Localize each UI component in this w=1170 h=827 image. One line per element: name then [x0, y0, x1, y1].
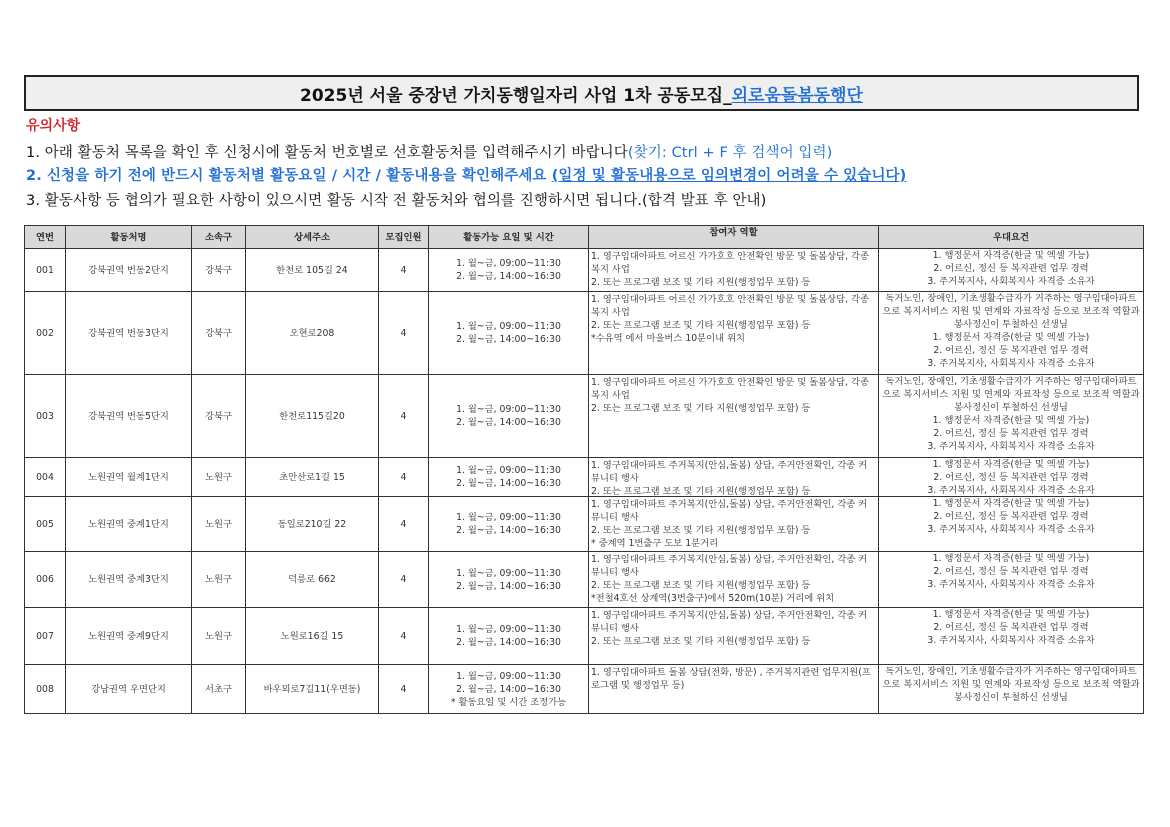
- preference-cell-line: 1. 행정문서 자격증(한글 및 엑셀 가능): [932, 250, 1090, 261]
- preference-cell: [879, 375, 1144, 458]
- table-header-row: [25, 226, 1144, 249]
- preference-cell-line: 2. 어르신, 정신 등 복지관련 업무 경력: [933, 428, 1089, 439]
- preference-cell-line: 1. 행정문서 자격증(한글 및 엑셀 가능): [932, 553, 1090, 564]
- recruit-count: 4: [379, 665, 429, 714]
- site-no: 002: [25, 292, 66, 375]
- site-name: 노원권역 월계1단지: [66, 458, 192, 497]
- role-cell-line: *전철4호선 상계역(3번출구)에서 520m(10분) 거리에 위치: [591, 593, 835, 604]
- preference-cell-line: 3. 주거복지사, 사회복지사 자격증 소유자: [927, 635, 1095, 646]
- preference-cell-line: 독거노인, 장애인, 기초생활수급자가 거주하는 영구임대아파트으로 복지서비스 지원 및 연계와 자료작성 등으로 보조적 역할과 봉사정신이 투철하신 선생님: [882, 376, 1140, 413]
- header-count: 모집인원: [379, 226, 429, 249]
- site-name: 노원권역 중계9단지: [66, 608, 192, 665]
- header-preference: 우대요건: [879, 226, 1144, 249]
- table-row: [25, 552, 1144, 608]
- preference-cell-line: 1. 행정문서 자격증(한글 및 엑셀 가능): [932, 609, 1090, 620]
- role-cell-line: 1. 영구임대아파트 주거복지(안심,돌봄) 상담, 주거안전확인, 각종 커뮤니티 행사: [591, 460, 868, 484]
- notice-item-2-text: 2. 신청을 하기 전에 반드시 활동처별 활동요일 / 시간 / 활동내용을 확인해주세요: [26, 168, 552, 184]
- role-cell-line: 2. 또는 프로그램 보조 및 기타 지원(행정업무 포함) 등: [591, 403, 811, 414]
- table-row: [25, 665, 1144, 714]
- site-district: 노원구: [192, 608, 246, 665]
- role-cell: [589, 497, 879, 552]
- site-address: 초안산로1길 15: [246, 458, 379, 497]
- schedule-cell-line: 2. 월~금, 14:00~16:30: [456, 271, 561, 282]
- role-cell-line: * 중계역 1번출구 도보 1분거리: [591, 538, 719, 549]
- preference-cell-line: 3. 주거복지사, 사회복지사 자격증 소유자: [927, 441, 1095, 452]
- site-address: 동일로210길 22: [246, 497, 379, 552]
- role-cell-line: 1. 영구임대아파트 어르신 가가호호 안전확인 방문 및 돌봄상담, 각종 복지 사업: [591, 251, 869, 275]
- schedule-cell: [429, 249, 589, 292]
- schedule-cell-line: 2. 월~금, 14:00~16:30: [456, 683, 561, 695]
- role-cell: [589, 249, 879, 292]
- schedule-cell-line: 2. 월~금, 14:00~16:30: [456, 478, 561, 489]
- site-address: 한천로115길20: [246, 375, 379, 458]
- role-cell-line: 1. 영구임대아파트 어르신 가가호호 안전확인 방문 및 돌봄상담, 각종 복지 사업: [591, 377, 869, 401]
- site-no: 003: [25, 375, 66, 458]
- preference-cell-line: 2. 어르신, 정신 등 복지관련 업무 경력: [933, 345, 1089, 356]
- site-address: 바우뫼로7길11(우면동): [246, 665, 379, 714]
- table-row: [25, 497, 1144, 552]
- notice-item-2: [26, 164, 906, 185]
- schedule-cell: [429, 665, 589, 714]
- table-row: [25, 292, 1144, 375]
- role-cell-line: 1. 영구임대아파트 어르신 가가호호 안전확인 방문 및 돌봄상담, 각종 복지 사업: [591, 294, 869, 318]
- role-cell-line: 2. 또는 프로그램 보조 및 기타 지원(행정업무 포함) 등: [591, 525, 811, 536]
- role-cell: [589, 665, 879, 714]
- role-cell: [589, 552, 879, 608]
- preference-cell-line: 2. 어르신, 정신 등 복지관련 업무 경력: [933, 566, 1089, 577]
- site-district: 노원구: [192, 458, 246, 497]
- notice-item-3: 3. 활동사항 등 협의가 필요한 사항이 있으시면 활동 시작 전 활동처와 협의를 진행하시면 됩니다.(합격 발표 후 안내): [26, 193, 767, 209]
- search-hint: (찾기: Ctrl + F 후 검색어 입력): [627, 145, 833, 161]
- recruit-count: 4: [379, 497, 429, 552]
- preference-cell-line: 1. 행정문서 자격증(한글 및 엑셀 가능): [932, 332, 1090, 343]
- schedule-cell-line: 1. 월~금, 09:00~11:30: [456, 321, 561, 332]
- preference-cell-line: 3. 주거복지사, 사회복지사 자격증 소유자: [927, 485, 1095, 495]
- site-no: 005: [25, 497, 66, 552]
- preference-cell: [879, 458, 1144, 497]
- schedule-cell-line: 1. 월~금, 09:00~11:30: [456, 567, 561, 579]
- schedule-cell-line: 1. 월~금, 09:00~11:30: [456, 512, 561, 523]
- role-cell-line: 2. 또는 프로그램 보조 및 기타 지원(행정업무 포함) 등: [591, 277, 811, 288]
- role-cell: [589, 458, 879, 497]
- activity-site-table: [24, 225, 1144, 714]
- site-no: 004: [25, 458, 66, 497]
- notice-item-2-underlined: (일정 및 활동내용으로 임의변경이 어려울 수 있습니다): [551, 168, 907, 184]
- schedule-cell: [429, 375, 589, 458]
- role-cell-line: 1. 영구임대아파트 주거복지(안심,돌봄) 상담, 주거안전확인, 각종 커뮤니티 행사: [591, 499, 868, 523]
- preference-cell-line: 2. 어르신, 정신 등 복지관련 업무 경력: [933, 472, 1089, 483]
- preference-cell-line: 3. 주거복지사, 사회복지사 자격증 소유자: [927, 524, 1095, 535]
- site-no: 006: [25, 552, 66, 608]
- preference-cell: [879, 249, 1144, 292]
- table-row: [25, 375, 1144, 458]
- site-name: 노원권역 중계3단지: [66, 552, 192, 608]
- site-address: 노원로16길 15: [246, 608, 379, 665]
- role-cell-line: 2. 또는 프로그램 보조 및 기타 지원(행정업무 포함) 등: [591, 580, 811, 591]
- preference-cell-line: 3. 주거복지사, 사회복지사 자격증 소유자: [927, 579, 1095, 590]
- header-district: 소속구: [192, 226, 246, 249]
- preference-cell-line: 독거노인, 장애인, 기초생활수급자가 거주하는 영구임대아파트으로 복지서비스 지원 및 연계와 자료작성 등으로 보조적 역할과 봉사정신이 투철하신 선생님: [882, 293, 1140, 330]
- role-cell-line: 1. 영구임대아파트 주거복지(안심,돌봄) 상담, 주거안전확인, 각종 커뮤니티 행사: [591, 610, 868, 634]
- title-accent: 외로움돌봄동행단: [731, 85, 863, 106]
- header-address: 상세주소: [246, 226, 379, 249]
- site-no: 001: [25, 249, 66, 292]
- site-name: 강북권역 번동3단지: [66, 292, 192, 375]
- site-name: 강남권역 우면단지: [66, 665, 192, 714]
- role-cell: [589, 292, 879, 375]
- preference-cell-line: 1. 행정문서 자격증(한글 및 엑셀 가능): [932, 498, 1090, 509]
- header-role: 참여자 역할: [589, 226, 879, 249]
- recruit-count: 4: [379, 552, 429, 608]
- schedule-cell: [429, 458, 589, 497]
- preference-cell-line: 3. 주거복지사, 사회복지사 자격증 소유자: [927, 358, 1095, 369]
- notice-item-1: [26, 141, 832, 162]
- title-main: 2025년 서울 중장년 가치동행일자리 사업 1차 공동모집_: [300, 85, 732, 106]
- site-address: 한천로 105길 24: [246, 249, 379, 292]
- preference-cell: [879, 552, 1144, 608]
- header-no: 연번: [25, 226, 66, 249]
- preference-cell-line: 2. 어르신, 정신 등 복지관련 업무 경력: [933, 622, 1089, 633]
- role-cell-line: 1. 영구임대아파트 주거복지(안심,돌봄) 상담, 주거안전확인, 각종 커뮤니티 행사: [591, 554, 868, 578]
- schedule-cell-line: 2. 월~금, 14:00~16:30: [456, 334, 561, 345]
- recruit-count: 4: [379, 375, 429, 458]
- site-name: 노원권역 중계1단지: [66, 497, 192, 552]
- header-schedule: 활동가능 요일 및 시간: [429, 226, 589, 249]
- preference-cell-line: 2. 어르신, 정신 등 복지관련 업무 경력: [933, 511, 1089, 522]
- schedule-cell-line: * 활동요일 및 시간 조정가능: [450, 696, 567, 708]
- schedule-cell-line: 2. 월~금, 14:00~16:30: [456, 637, 561, 648]
- header-name: 활동처명: [66, 226, 192, 249]
- role-cell-line: *수유역 에서 마을버스 10분이내 위치: [591, 333, 746, 344]
- site-address: 오현로208: [246, 292, 379, 375]
- schedule-cell-line: 1. 월~금, 09:00~11:30: [456, 465, 561, 476]
- schedule-cell: [429, 497, 589, 552]
- notice-heading: 유의사항: [26, 118, 81, 134]
- schedule-cell-line: 2. 월~금, 14:00~16:30: [456, 417, 561, 428]
- schedule-cell-line: 2. 월~금, 14:00~16:30: [456, 525, 561, 536]
- schedule-cell-line: 1. 월~금, 09:00~11:30: [456, 670, 561, 682]
- schedule-cell: [429, 608, 589, 665]
- site-no: 007: [25, 608, 66, 665]
- preference-cell: [879, 665, 1144, 714]
- schedule-cell: [429, 292, 589, 375]
- schedule-cell-line: 1. 월~금, 09:00~11:30: [456, 258, 561, 269]
- page-title: [24, 75, 1139, 111]
- preference-cell: [879, 497, 1144, 552]
- recruit-count: 4: [379, 458, 429, 497]
- site-district: 노원구: [192, 497, 246, 552]
- schedule-cell-line: 1. 월~금, 09:00~11:30: [456, 404, 561, 415]
- site-name: 강북권역 번동5단지: [66, 375, 192, 458]
- schedule-cell: [429, 552, 589, 608]
- role-cell-line: 1. 영구임대아파트 돌봄 상담(전화, 방문) , 주거복지관련 업무지원(프로그램 및 행정업무 등): [591, 667, 871, 691]
- site-address: 덕릉로 662: [246, 552, 379, 608]
- recruit-count: 4: [379, 249, 429, 292]
- recruit-count: 4: [379, 608, 429, 665]
- preference-cell-line: 2. 어르신, 정신 등 복지관련 업무 경력: [933, 263, 1089, 274]
- preference-cell-line: 1. 행정문서 자격증(한글 및 엑셀 가능): [932, 415, 1090, 426]
- preference-cell: [879, 292, 1144, 375]
- site-district: 서초구: [192, 665, 246, 714]
- site-district: 강북구: [192, 249, 246, 292]
- site-no: 008: [25, 665, 66, 714]
- preference-cell: [879, 608, 1144, 665]
- role-cell: [589, 375, 879, 458]
- preference-cell-line: 1. 행정문서 자격증(한글 및 엑셀 가능): [932, 459, 1090, 470]
- schedule-cell-line: 2. 월~금, 14:00~16:30: [456, 580, 561, 592]
- table-row: [25, 608, 1144, 665]
- site-name: 강북권역 번동2단지: [66, 249, 192, 292]
- preference-cell-line: 독거노인, 장애인, 기초생활수급자가 거주하는 영구임대아파트으로 복지서비스 지원 및 연계와 자료작성 등으로 보조적 역할과 봉사정신이 투철하신 선생님: [882, 666, 1140, 703]
- role-cell-line: 2. 또는 프로그램 보조 및 기타 지원(행정업무 포함) 등: [591, 636, 811, 647]
- role-cell-line: 2. 또는 프로그램 보조 및 기타 지원(행정업무 포함) 등: [591, 320, 811, 331]
- preference-cell-line: 3. 주거복지사, 사회복지사 자격증 소유자: [927, 276, 1095, 287]
- notice-item-1-text: 1. 아래 활동처 목록을 확인 후 신청시에 활동처 번호별로 선호활동처를 입력해주시기 바랍니다: [26, 145, 628, 161]
- table-row: [25, 458, 1144, 497]
- role-cell: [589, 608, 879, 665]
- site-district: 강북구: [192, 292, 246, 375]
- recruit-count: 4: [379, 292, 429, 375]
- site-district: 노원구: [192, 552, 246, 608]
- schedule-cell-line: 1. 월~금, 09:00~11:30: [456, 624, 561, 635]
- table-row: [25, 249, 1144, 292]
- role-cell-line: 2. 또는 프로그램 보조 및 기타 지원(행정업무 포함) 등: [591, 486, 811, 496]
- site-district: 강북구: [192, 375, 246, 458]
